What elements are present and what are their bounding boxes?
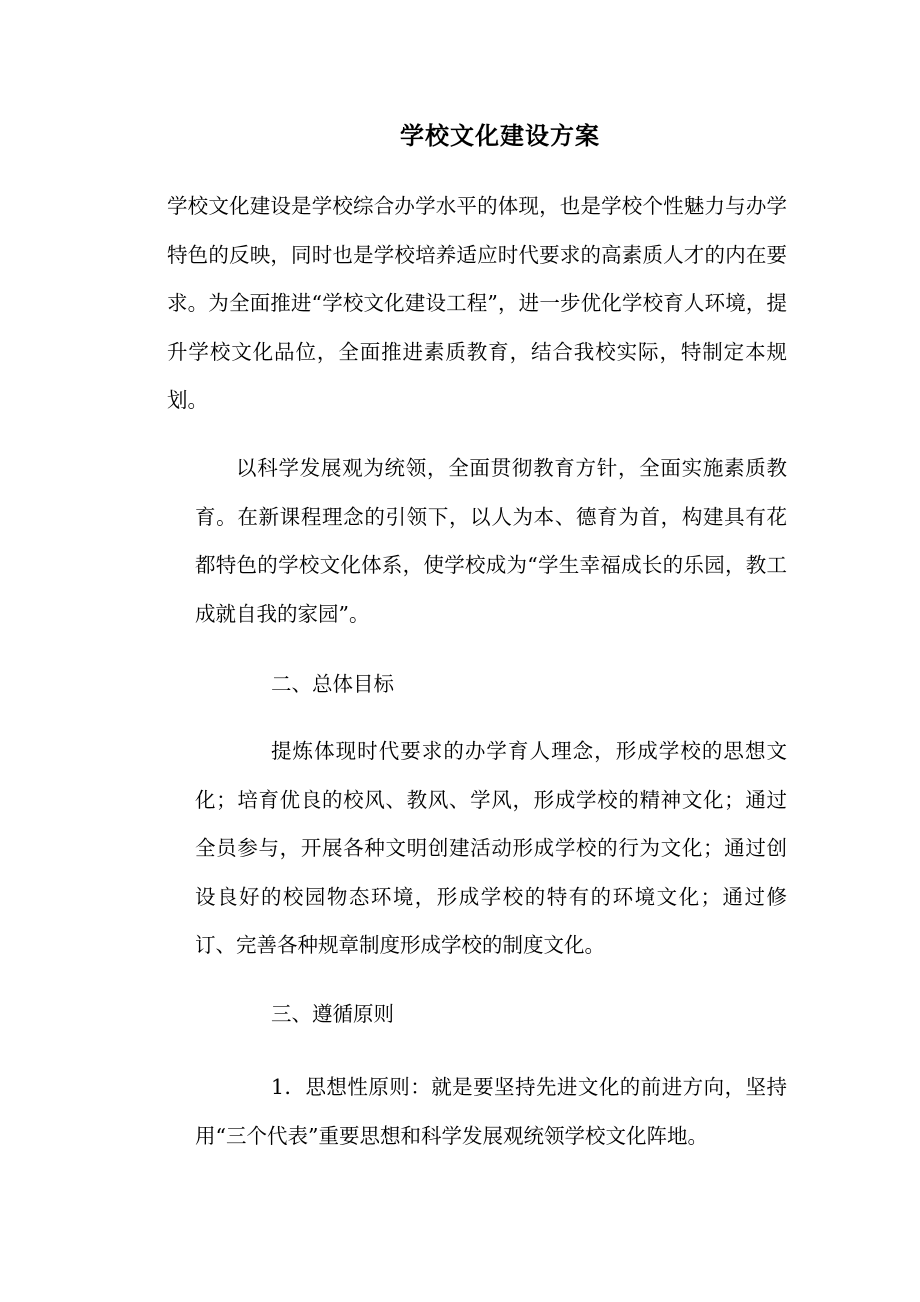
section-heading-goals: 二、总体目标: [271, 672, 394, 696]
goals-paragraph: 提炼体现时代要求的办学育人理念，形成学校的思想文化；培育优良的校风、教风、学风，形成学校的精神文化；通过全员参与，开展各种文明创建活动形成学校的行为文化；通过创设良好的校园物态环境，形成学校的特有的环境文化；通过修订、完善各种规章制度形成学校的制度文化。: [195, 739, 787, 957]
page-title: 学校文化建设方案: [400, 121, 600, 150]
intro-paragraph: 学校文化建设是学校综合办学水平的体现，也是学校个性魅力与办学特色的反映，同时也是学校培养适应时代要求的高素质人才的内在要求。为全面推进“学校文化建设工程”，进一步优化学校育人环境，提升学校文化品位，全面推进素质教育，结合我校实际，特制定本规划。: [167, 194, 787, 412]
principle-item-1: 1．思想性原则：就是要坚持先进文化的前进方向，坚持用“三个代表”重要思想和科学发展观统领学校文化阵地。: [195, 1075, 787, 1148]
section-heading-principles: 三、遵循原则: [271, 1002, 394, 1026]
guideline-paragraph: 以科学发展观为统领，全面贯彻教育方针，全面实施素质教育。在新课程理念的引领下，以人为本、德育为首，构建具有花都特色的学校文化体系，使学校成为“学生幸福成长的乐园，教工成就自我的家园”。: [195, 456, 787, 626]
